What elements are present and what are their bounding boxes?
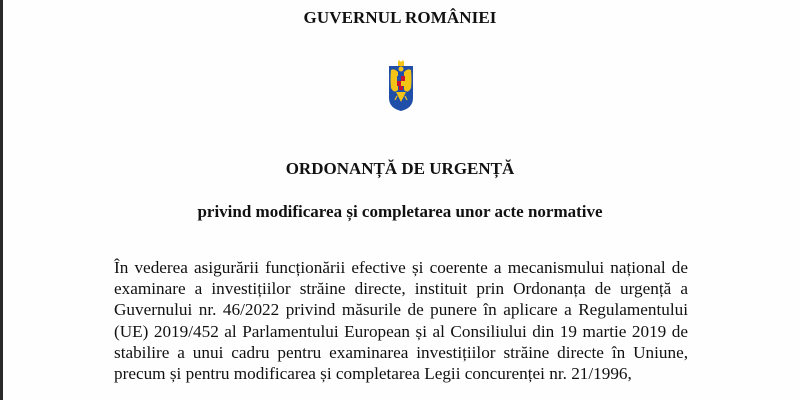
- romanian-coat-of-arms-icon: [388, 60, 414, 112]
- preamble-line: precum și pentru modificarea și completarea Legii concurenței nr. 21/1996,: [114, 363, 632, 383]
- government-header: GUVERNUL ROMÂNIEI: [303, 8, 497, 27]
- preamble-line: Guvernului nr. 46/2022 privind măsurile de punere în aplicare a Regulamentului: [114, 300, 688, 320]
- preamble-line: În vederea asigurării funcționării efective și coerente a mecanismului național de: [114, 258, 688, 277]
- preamble-line: (UE) 2019/452 al Parlamentului European și al Consiliului din 19 martie 2019 de: [114, 321, 688, 341]
- document-type-title: ORDONANȚĂ DE URGENȚĂ: [285, 159, 515, 178]
- preamble-paragraph: [114, 257, 688, 384]
- preamble-line: examinare a investițiilor străine directe, instituit prin Ordonanța de urgență a: [114, 279, 688, 299]
- document-subject: privind modificarea și completarea unor acte normative: [197, 202, 603, 221]
- preamble-line: stabilire a unui cadru pentru examinarea investițiilor străine directe în Uniune,: [114, 342, 688, 362]
